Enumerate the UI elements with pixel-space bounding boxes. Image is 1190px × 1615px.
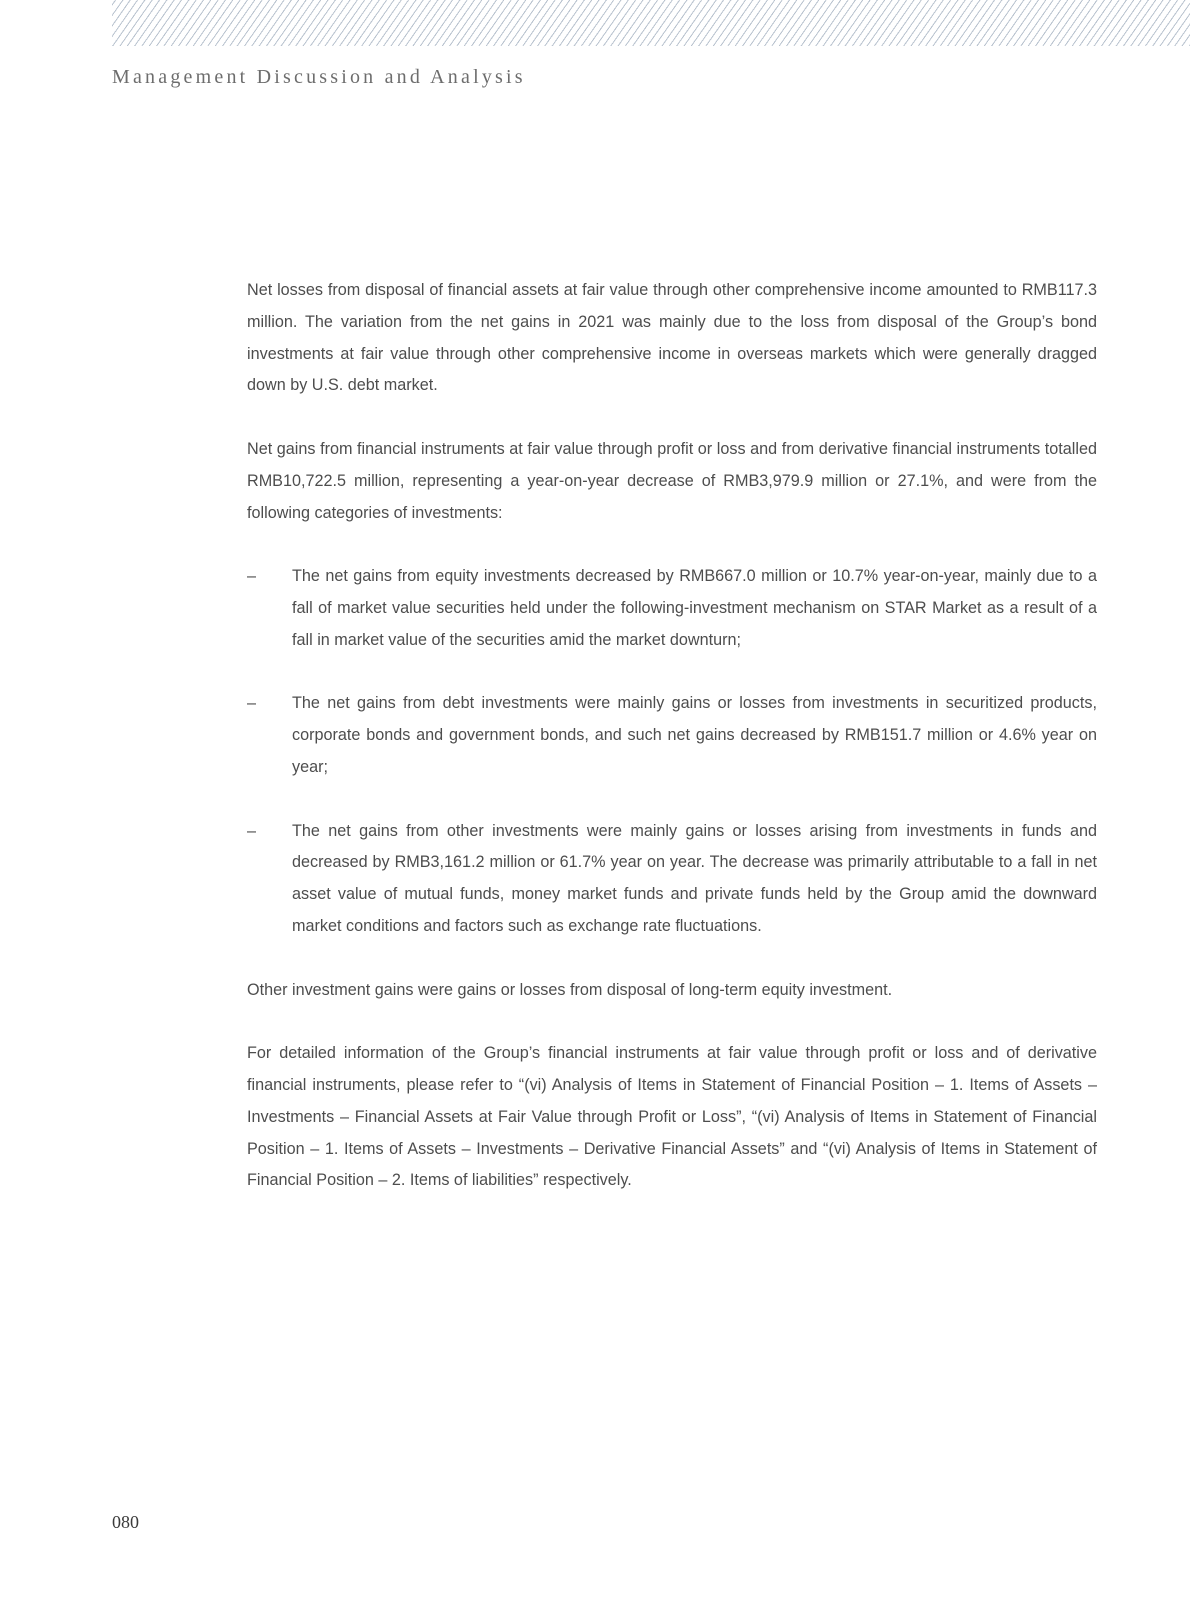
- paragraph-detailed-information: For detailed information of the Group’s financial instruments at fair value through profit or loss and of derivative financial instruments, please refer to “(vi) Analysis of Items in Statement of Financial Position – 1. Items of Assets – Investments – Financial Assets at Fair Value through Profit or Loss”, “(vi) Analysis of Items in Statement of Financial Position – 1. Items of Assets – Investments – Derivative Financial Assets” and “(vi) Analysis of Items in Statement of Financial Position – 2. Items of liabilities” respectively.: [247, 1044, 1097, 1190]
- body-content: [247, 275, 1097, 1229]
- bullet-dash: –: [247, 694, 257, 713]
- header-decorative-band: [112, 0, 1190, 46]
- list-item-text: The net gains from debt investments were mainly gains or losses from investments in securitized products, corporate bonds and government bonds, and such net gains decreased by RMB151.7 million or 4.6% year on year;: [292, 694, 1097, 776]
- page-number: 080: [112, 1512, 139, 1532]
- list-item-text: The net gains from equity investments decreased by RMB667.0 million or 10.7% year-on-year, mainly due to a fall of market value securities held under the following-investment mechanism on STAR Market as a result of a fall in market value of the securities amid the market downturn;: [292, 567, 1097, 649]
- list-item-other-investments: [247, 816, 1097, 943]
- paragraph-fvtpl-gains: Net gains from financial instruments at fair value through profit or loss and from derivative financial instruments totalled RMB10,722.5 million, representing a year-on-year decrease of RMB3,979.9 million or 27.1%, and were from the following categories of investments:: [247, 439, 1097, 522]
- section-title: Management Discussion and Analysis: [112, 66, 526, 88]
- paragraph-other-investment-gains: Other investment gains were gains or losses from disposal of long-term equity investment.: [247, 980, 893, 999]
- list-item-debt-investments: [247, 688, 1097, 783]
- list-item-text: The net gains from other investments were mainly gains or losses arising from investments in funds and decreased by RMB3,161.2 million or 61.7% year on year. The decrease was primarily attributable to a fall in net asset value of mutual funds, money market funds and private funds held by the Group amid the downward market conditions and factors such as exchange rate fluctuations.: [292, 821, 1097, 935]
- investment-categories-list: [247, 561, 1097, 943]
- list-item-equity-investments: [247, 561, 1097, 656]
- paragraph-fvoci-disposal: Net losses from disposal of financial assets at fair value through other comprehensive income amounted to RMB117.3 million. The variation from the net gains in 2021 was mainly due to the loss from disposal of the Group’s bond investments at fair value through other comprehensive income in overseas markets which were generally dragged down by U.S. debt market.: [247, 281, 1097, 395]
- bullet-dash: –: [247, 567, 257, 586]
- bullet-dash: –: [247, 821, 257, 840]
